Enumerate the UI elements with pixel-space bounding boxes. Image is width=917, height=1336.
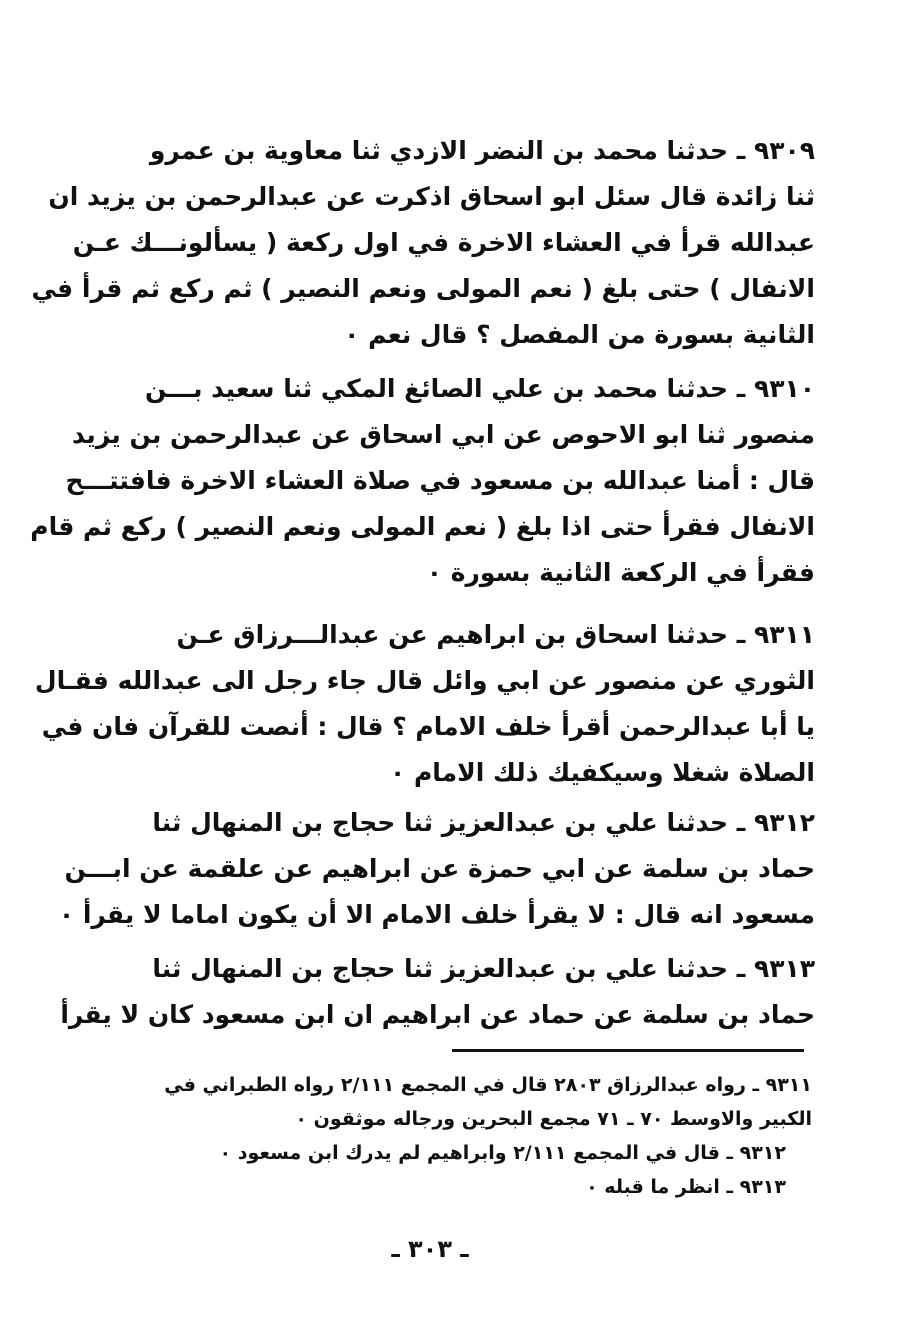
hadith-9313	[60, 946, 815, 1038]
text-line: ثنا زائدة قال سئل ابو اسحاق اذكرت عن عبدالرحمن بن يزيد ان	[48, 182, 815, 211]
text-line: مسعود انه قال : لا يقرأ خلف الامام الا أن يكون اماما لا يقرأ ٠	[58, 900, 815, 929]
text-line: ٩٣١١ ـ حدثنا اسحاق بن ابراهيم عن عبدالـــرزاق عـن	[176, 620, 815, 649]
text-line: عبدالله قرأ في العشاء الاخرة في اول ركعة ( يسألونـــك عـن	[72, 228, 815, 257]
footnote-line: الكبير والاوسط ٧٠ ـ ٧١ مجمع البحرين ورجاله موثقون ٠	[295, 1108, 812, 1130]
text-line: فقرأ في الركعة الثانية بسورة ٠	[426, 558, 815, 587]
text-line: يا أبا عبدالرحمن أقرأ خلف الامام ؟ قال : أنصت للقرآن فان في	[41, 712, 815, 741]
text-line: ٩٣١٢ ـ حدثنا علي بن عبدالعزيز ثنا حجاج بن المنهال ثنا	[152, 808, 815, 837]
page-number: ـ ٣٠٣ ـ	[391, 1235, 469, 1263]
footnotes	[100, 1068, 812, 1204]
text-line: منصور ثنا ابو الاحوص عن ابي اسحاق عن عبدالرحمن بن يزيد	[71, 420, 815, 449]
text-line: حماد بن سلمة عن ابي حمزة عن ابراهيم عن علقمة عن ابـــن	[64, 854, 815, 883]
footnote-divider	[452, 1049, 804, 1052]
text-line: ٩٣١٣ ـ حدثنا علي بن عبدالعزيز ثنا حجاج بن المنهال ثنا	[152, 954, 815, 983]
text-line: ٩٣٠٩ ـ حدثنا محمد بن النضر الازدي ثنا معاوية بن عمرو	[149, 136, 815, 165]
text-line: حماد بن سلمة عن حماد عن ابراهيم ان ابن مسعود كان لا يقرأ	[60, 1000, 815, 1029]
footnote-line: ٩٣١٢ ـ قال في المجمع ٢/١١١ وابراهيم لم يدرك ابن مسعود ٠	[219, 1142, 786, 1164]
footnote-line: ٩٣١١ ـ رواه عبدالرزاق ٢٨٠٣ قال في المجمع ٢/١١١ رواه الطبراني في	[164, 1074, 812, 1096]
text-line: الثوري عن منصور عن ابي وائل قال جاء رجل الى عبدالله فقـال	[34, 666, 815, 695]
hadith-9311	[34, 612, 815, 796]
text-line: قال : أمنا عبدالله بن مسعود في صلاة العشاء الاخرة فافتتـــح	[65, 466, 815, 495]
footnote-line: ٩٣١٣ ـ انظر ما قبله ٠	[586, 1176, 786, 1198]
text-line: ٩٣١٠ ـ حدثنا محمد بن علي الصائغ المكي ثنا سعيد بـــن	[144, 374, 815, 403]
text-line: الانفال ) حتى بلغ ( نعم المولى ونعم النصير ) ثم ركع ثم قرأ في	[31, 274, 815, 303]
text-line: الصلاة شغلا وسيكفيك ذلك الامام ٠	[389, 758, 815, 787]
hadith-9309	[31, 128, 815, 358]
hadith-9310	[30, 366, 815, 596]
hadith-9312	[58, 800, 815, 938]
text-line: الثانية بسورة من المفصل ؟ قال نعم ٠	[344, 320, 815, 349]
text-line: الانفال فقرأ حتى اذا بلغ ( نعم المولى ونعم النصير ) ركع ثم قام	[30, 512, 815, 541]
